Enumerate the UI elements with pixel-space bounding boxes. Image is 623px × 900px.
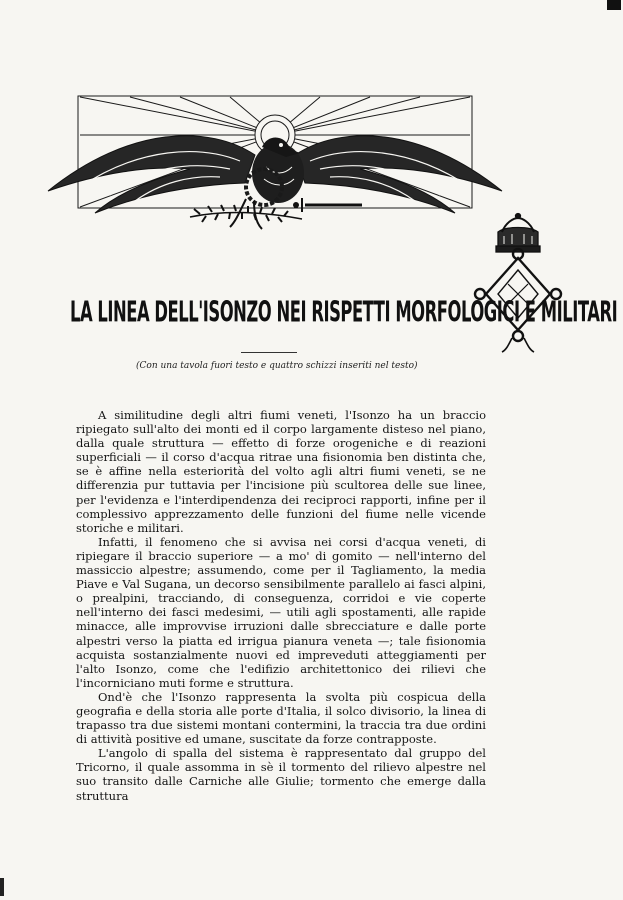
body-paragraph: A similitudine degli altri fiumi veneti, l'Isonzo ha un braccio ripiegato sull'alto dei monti ed il corpo largamente disteso nel piano, dalla quale struttura — effetto di forze orogeniche e di reazioni superficiali — il corso d'acqua ritrae una fisionomia ben distinta che, se è affine nella esteriorità del volto agli altri fiumi veneti, se ne differenzia pur tuttavia per l'incisione più scultorea delle sue linee, per l'evidenza e l'interdipendenza dei reciproci rapporti, infine per il complessivo apprezzamento delle funzioni del fiume nelle vicende storiche e militari. [76,408,486,535]
body-paragraph: Ond'è che l'Isonzo rappresenta la svolta più cospicua della geografia e della storia alle porte d'Italia, il solco divisorio, la linea di trapasso tra due sistemi montani contermini, la traccia tra due ordini di attività positive ed umane, suscitate da forze contrapposte. [76,689,486,747]
article-subtitle: (Con una tavola fuori testo e quattro schizzi inseriti nel testo) [136,361,418,371]
scan-edge-mark [0,878,4,896]
article-title: LA LINEA DELL'ISONZO NEI RISPETTI MORFOLOGICI E MILITARI [70,296,618,329]
body-paragraph: L'angolo di spalla del sistema è rappresentato dal gruppo del Tricorno, il quale assomma in sè il tormento del rilievo alpestre nel suo transito dalle Carniche alle Giulie; tormento che emerge dalla struttura [76,746,486,803]
eagle-headpiece-illustration [40,95,510,237]
article-body [76,408,486,803]
royal-crest-ornament [472,212,564,354]
title-divider [241,352,297,353]
body-paragraph: Infatti, il fenomeno che si avvisa nei corsi d'acqua veneti, di ripiegare il braccio superiore — a mo' di gomito — nell'interno del massiccio alpestre; assumendo, come per il Tagliamento, la media Piave e Val Sugana, un decorso sensibilmente parallelo ai fasci alpini, o prealpini, tracciando, di conseguenza, corridoi e vie coperte nell'interno dei fasci medesimi, — utili agli spostamenti, alle rapide minacce, alle improvvise irruzioni dalle sbrecciature e dalle porte alpestri verso la piatta ed irrigua pianura veneta —; tale fisionomia acquista sostanzialmente nuovi ed impreveduti atteggiamenti per l'alto Isonzo, come che l'edifizio architettonico dei rilievi che l'incorniciano muti forme e struttura. [76,534,486,690]
scan-corner-mark [607,0,621,10]
